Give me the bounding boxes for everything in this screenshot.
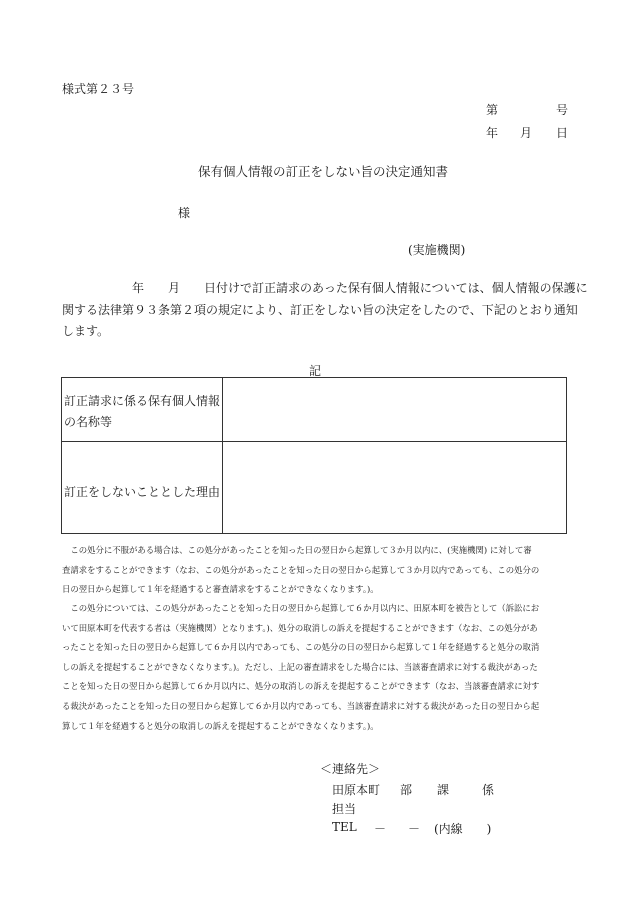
appeal-notice-line: 日の翌日から起算して１年を経過すると審査請求をすることができなくなります。)。 <box>62 584 379 595</box>
body-line-2: 関する法律第９３条第２項の規定により、訂正をしない旨の決定をしたので、下記のとおり通知 <box>62 302 578 317</box>
appeal-notice-line: この処分に不服がある場合は、この処分があったことを知った日の翌日から起算して３か月以内に、(実施機関) に対して審 <box>62 545 532 555</box>
record-table <box>61 377 567 534</box>
row-2-label: 訂正をしないこととした理由 <box>64 485 221 499</box>
row-1-label-line-2: の名称等 <box>64 415 113 429</box>
document-title: 保有個人情報の訂正をしない旨の決定通知書 <box>198 164 449 179</box>
contact-tel-label: TEL <box>332 820 357 834</box>
body-year-label: 年 <box>132 281 145 295</box>
ki-heading: 記 <box>309 364 322 378</box>
appeal-notice-line: 査請求をすることができます（なお、この処分があったことを知った日の翌日から起算して３か月以内であっても、この処分の <box>62 564 540 575</box>
addressee-honorific: 様 <box>178 206 191 220</box>
lawsuit-notice-line: この処分については、この処分があったことを知った日の翌日から起算して６か月以内に、田原本町を被告として（訴訟にお <box>62 603 540 613</box>
row-1-label <box>64 391 222 433</box>
form-number: 様式第２３号 <box>62 82 135 96</box>
contact-dept-kakari: 係 <box>482 783 495 797</box>
date-year-label: 年 <box>486 126 499 140</box>
contact-person-label: 担当 <box>332 802 357 816</box>
lawsuit-notice <box>62 599 570 736</box>
date-day-label: 日 <box>556 126 569 140</box>
contact-dept-prefix: 田原本町 <box>332 783 381 797</box>
appeal-notice <box>62 541 570 600</box>
contact-dept-ka: 課 <box>437 783 450 797</box>
body-line-1-text: 日付けで訂正請求のあった保有個人情報については、個人情報の保護に <box>204 281 588 295</box>
doc-number-suffix: 号 <box>556 103 569 117</box>
lawsuit-notice-line: る裁決があったことを知った日の翌日から起算して６か月以内であっても、当該審査請求に対する裁決があった日の翌日から起 <box>62 700 540 711</box>
date-month-label: 月 <box>520 126 533 140</box>
body-line-3: します。 <box>62 324 110 338</box>
row-1-label-line-1: 訂正請求に係る保有個人情報 <box>64 394 221 408</box>
table-row-divider <box>62 441 566 442</box>
lawsuit-notice-line: いて田原本町を代表する者は（実施機関）となります。)、処分の取消しの訴えを提起することができます（なお、この処分があ <box>62 622 538 633</box>
contact-dept-bu: 部 <box>400 783 413 797</box>
lawsuit-notice-line: しの訴えを提起することができなくなります。)。ただし、上記の審査請求をした場合には、当該審査請求に対する裁決があった <box>62 661 538 672</box>
contact-heading: ＜連絡先＞ <box>320 762 381 776</box>
body-line-1 <box>62 278 588 300</box>
contact-tel-dash: － <box>374 822 387 836</box>
table-column-divider <box>222 378 223 533</box>
lawsuit-notice-line: ったことを知った日の翌日から起算して６か月以内であっても、この処分の日の翌日から起算して１年を経過すると処分の取消 <box>62 642 540 653</box>
contact-extension: (内線 ) <box>434 822 492 836</box>
lawsuit-notice-line: ことを知った日の翌日から起算して６か月以内に、処分の取消しの訴えを提起することができます（なお、当該審査請求に対す <box>62 681 540 692</box>
issuer-label: (実施機関) <box>408 243 466 257</box>
doc-number-label: 第 <box>486 103 499 117</box>
body-paragraph <box>62 278 588 343</box>
lawsuit-notice-line: 算して１年を経過すると処分の取消しの訴えを提起することができなくなります。)。 <box>62 720 379 731</box>
contact-tel-dash: － <box>408 822 421 836</box>
body-month-label: 月 <box>168 281 181 295</box>
